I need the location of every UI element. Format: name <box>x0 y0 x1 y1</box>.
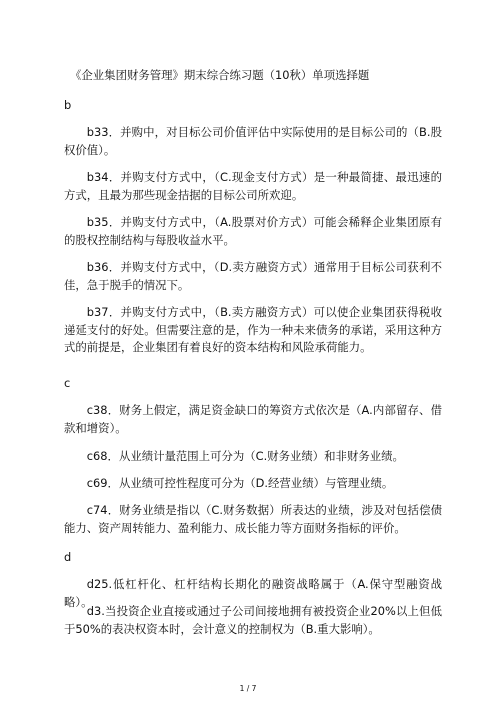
paragraph-d3: d3.当投资企业直接或通过子公司间接地拥有被投资企业20%以上但低于50%的表决权资本时，会计意义的控制权为（B.重大影响）。 <box>64 604 442 636</box>
paragraph-c69: c69．从业绩可控性程度可分为（D.经营业绩）与管理业绩。 <box>86 476 394 490</box>
page-number: 1 / 7 <box>239 684 257 693</box>
section-letter-d: d <box>64 550 72 564</box>
document-title: 《企业集团财务管理》期末综合练习题（10秋）单项选择题 <box>70 68 370 82</box>
paragraph-d25: d25.低杠杆化、杠杆结构长期化的融资战略属于（A.保守型融资战略）。 <box>64 577 442 609</box>
paragraph-b37: b37．并购支付方式中，（B.卖方融资方式）可以使企业集团获得税收递延支付的好处。但需要注意的是，作为一种未来债务的承诺，采用这种方式的前提是，企业集团有着良好的资本结构和风险承荷能力。 <box>64 305 442 354</box>
paragraph-b36: b36．并购支付方式中，（D.卖方融资方式）通常用于目标公司获利不佳，急于脱手的情况下。 <box>64 260 442 292</box>
section-letter-b: b <box>64 98 72 112</box>
paragraph-b34: b34．并购支付方式中，（C.现金支付方式）是一种最简捷、最迅速的方式，且最为那些现金拮据的目标公司所欢迎。 <box>64 170 442 202</box>
section-letter-c: c <box>64 376 71 390</box>
paragraph-c68: c68．从业绩计量范围上可分为（C.财务业绩）和非财务业绩。 <box>86 449 404 463</box>
paragraph-c38: c38．财务上假定，满足资金缺口的筹资方式依次是（A.内部留存、借款和增资）。 <box>64 403 442 435</box>
paragraph-b33: b33．并购中，对目标公司价值评估中实际使用的是目标公司的（B.股权价值）。 <box>64 125 442 157</box>
paragraph-b35: b35．并购支付方式中，（A.股票对价方式）可能会稀释企业集团原有的股权控制结构与每股收益水平。 <box>64 215 442 247</box>
paragraph-c74: c74．财务业绩是指以（C.财务数据）所表达的业绩，涉及对包括偿债能力、资产周转能力、盈利能力、成长能力等方面财务指标的评价。 <box>64 503 442 535</box>
